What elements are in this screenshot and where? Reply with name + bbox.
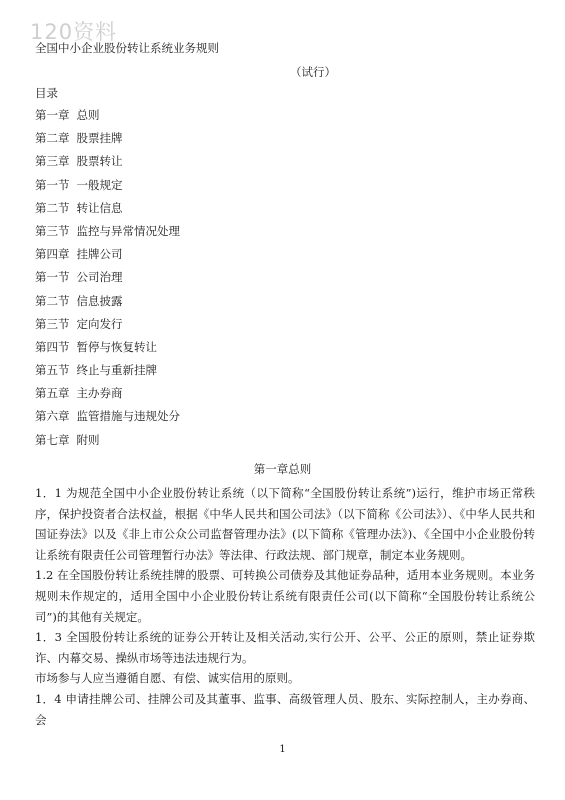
toc-item-number: 第一章 [35,108,70,122]
toc-item-label: 公司治理 [76,270,123,285]
toc-item [35,293,180,316]
paragraph: 1.2 在全国股份转让系统挂牌的股票、可转换公司债券及其他证券品种，适用本业务规则。本业务规则未作规定的，适用全国中小企业股份转让系统有限责任公司(以下简称“全国股份转让系统公司”)的其他有关规定。 [35,568,535,624]
toc-item-label: 主办券商 [76,386,123,401]
toc-item [35,246,180,269]
paragraph: 1．3 全国股份转让系统的证券公开转让及相关活动,实行公开、公平、公正的原则，禁止证券欺诈、内幕交易、操纵市场等违法违规行为。 [35,630,535,665]
toc-item [35,269,180,292]
document-subtitle: （试行） [290,65,336,79]
toc-heading: 目录 [35,86,58,100]
toc-item-label: 总则 [76,108,100,122]
toc-item-number: 第三节 [35,223,70,238]
toc-item [35,316,180,339]
toc-item-label: 挂牌公司 [76,247,123,262]
toc-item [35,385,180,408]
watermark-logo-text: 120资料 [30,20,118,44]
toc-item-label: 暂停与恢复转让 [76,339,157,354]
paragraph: 1．1 为规范全国中小企业股份转让系统（以下简称“全国股份转让系统”)运行，维护市场正常秩序，保护投资者合法权益，根据《中华人民共和国公司法》（以下简称《公司法》）、《中华人民共和国证券法》以及《非上市公众公司监督管理办法》(以下简称《管理办法》)、《全国中小企业股份转让系统有限责任公司管理暂行办法》等法律、行政法规、部门规章，制定本业务规则。 [35,486,535,562]
toc-item-label: 股票转让 [76,154,123,169]
toc-item [35,177,180,200]
document-title: 全国中小企业股份转让系统业务规则 [35,41,219,55]
toc-item-number: 第四节 [35,339,70,354]
toc-item-number: 第三节 [35,316,70,331]
toc-item-number: 第二章 [35,131,70,146]
toc-item [35,200,180,223]
toc-item-number: 第二节 [35,293,70,308]
toc-item-label: 定向发行 [76,316,123,331]
toc-item [35,432,180,455]
toc-item-label: 信息披露 [76,293,123,308]
toc-item-number: 第一节 [35,270,70,285]
table-of-contents [35,107,180,455]
toc-item [35,362,180,385]
toc-item [35,408,180,431]
paragraph: 市场参与人应当遵循自愿、有偿、诚实信用的原则。 [35,671,300,686]
chapter-heading: 第一章总则 [253,462,312,476]
toc-item-label: 监管措施与违规处分 [76,409,180,424]
toc-item [35,107,180,130]
toc-item [35,223,180,246]
toc-item [35,153,180,176]
toc-item-label: 监控与异常情况处理 [76,223,180,238]
toc-item-number: 第三章 [35,154,70,169]
toc-item-label: 一般规定 [76,177,123,192]
toc-item-number: 第七章 [35,432,70,447]
toc-item-label: 附则 [76,432,100,447]
toc-item-label: 转让信息 [76,200,123,215]
toc-item [35,339,180,362]
toc-item-label: 终止与重新挂牌 [76,363,157,378]
paragraph: 1．4 申请挂牌公司、挂牌公司及其董事、监事、高级管理人员、股东、实际控制人，主办券商、会 [35,691,535,727]
toc-item-number: 第六章 [35,409,70,424]
toc-item-number: 第一节 [35,177,70,192]
toc-item [35,130,180,153]
toc-item-number: 第二节 [35,200,70,215]
page-number: 1 [279,744,286,755]
toc-item-number: 第五节 [35,363,70,378]
chapter-body [35,483,535,730]
toc-item-label: 股票挂牌 [76,131,123,146]
toc-item-number: 第四章 [35,247,70,262]
toc-item-number: 第五章 [35,386,70,401]
